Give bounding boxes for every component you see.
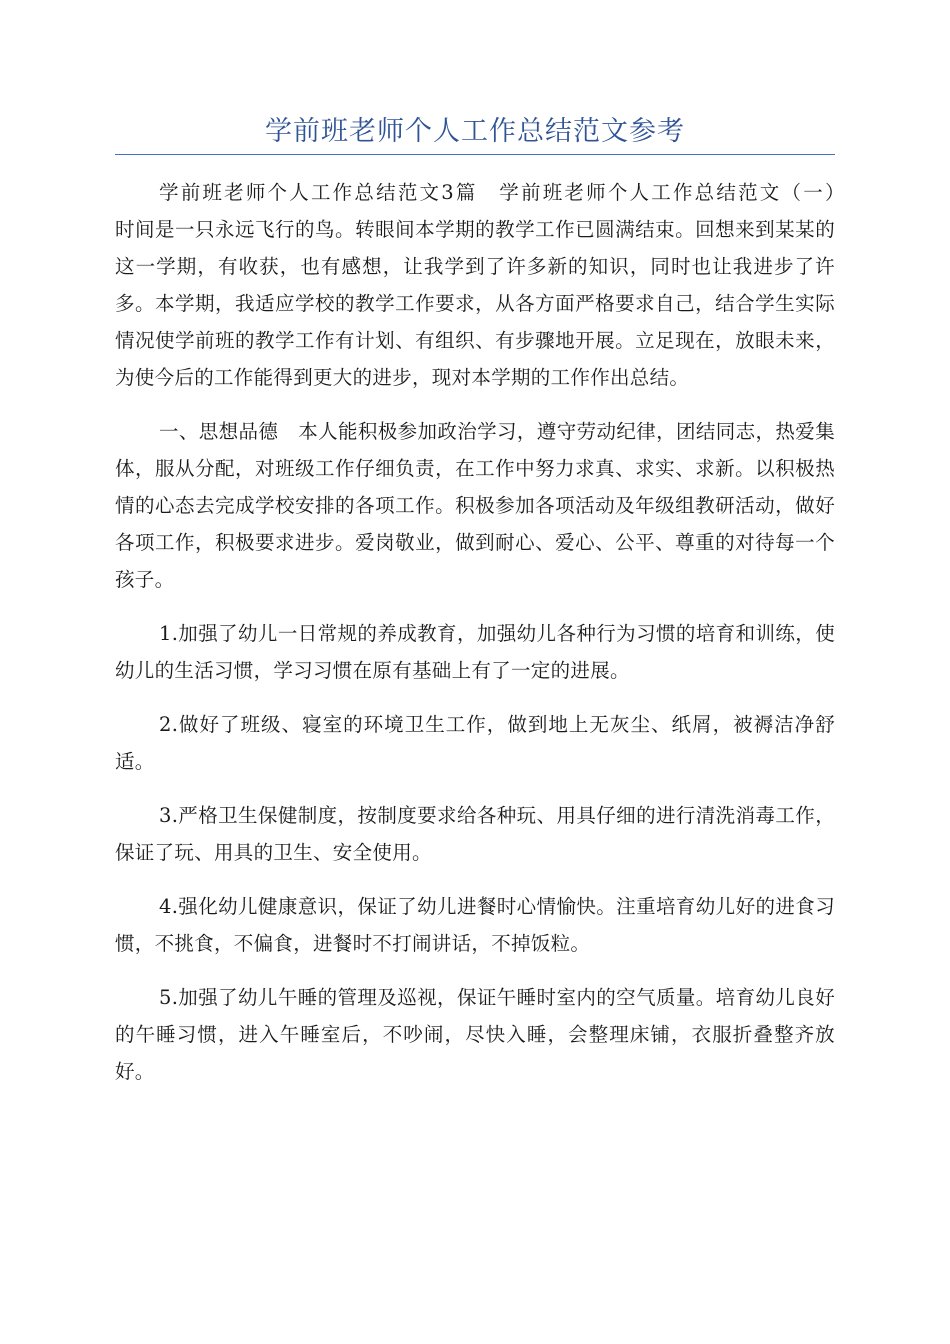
paragraph-item-1: 1.加强了幼儿一日常规的养成教育，加强幼儿各种行为习惯的培育和训练，使幼儿的生活习惯，学习习惯在原有基础上有了一定的进展。 bbox=[115, 622, 835, 682]
paragraph-item-3: 3.严格卫生保健制度，按制度要求给各种玩、用具仔细的进行清洗消毒工作，保证了玩、用具的卫生、安全使用。 bbox=[115, 804, 835, 864]
paragraph-item-5: 5.加强了幼儿午睡的管理及巡视，保证午睡时室内的空气质量。培育幼儿良好的午睡习惯，进入午睡室后，不吵闹，尽快入睡，会整理床铺，衣服折叠整齐放好。 bbox=[115, 986, 835, 1083]
document-body bbox=[115, 174, 875, 1107]
paragraph-intro: 学前班老师个人工作总结范文3篇 学前班老师个人工作总结范文（一） 时间是一只永远飞行的鸟。转眼间本学期的教学工作已圆满结束。回想来到某某的这一学期，有收获，也有感想，让我学到了许多新的知识，同时也让我进步了许多。本学期，我适应学校的教学工作要求，从各方面严格要求自己，结合学生实际情况使学前班的教学工作有计划、有组织、有步骤地开展。立足现在，放眼未来，为使今后的工作能得到更大的进步，现对本学期的工作作出总结。 bbox=[115, 181, 875, 389]
paragraph-item-4: 4.强化幼儿健康意识，保证了幼儿进餐时心情愉快。注重培育幼儿好的进食习惯，不挑食，不偏食，进餐时不打闹讲话，不掉饭粒。 bbox=[115, 895, 835, 955]
paragraph-item-2: 2.做好了班级、寝室的环境卫生工作，做到地上无灰尘、纸屑，被褥洁净舒适。 bbox=[115, 713, 835, 773]
title-underline bbox=[115, 154, 835, 155]
document-title: 学前班老师个人工作总结范文参考 bbox=[265, 116, 685, 147]
paragraph-moral-character: 一、思想品德 本人能积极参加政治学习，遵守劳动纪律，团结同志，热爱集体，服从分配，对班级工作仔细负责，在工作中努力求真、求实、求新。以积极热情的心态去完成学校安排的各项工作。积极参加各项活动及年级组教研活动，做好各项工作，积极要求进步。爱岗敬业，做到耐心、爱心、公平、尊重的对待每一个孩子。 bbox=[115, 420, 835, 591]
